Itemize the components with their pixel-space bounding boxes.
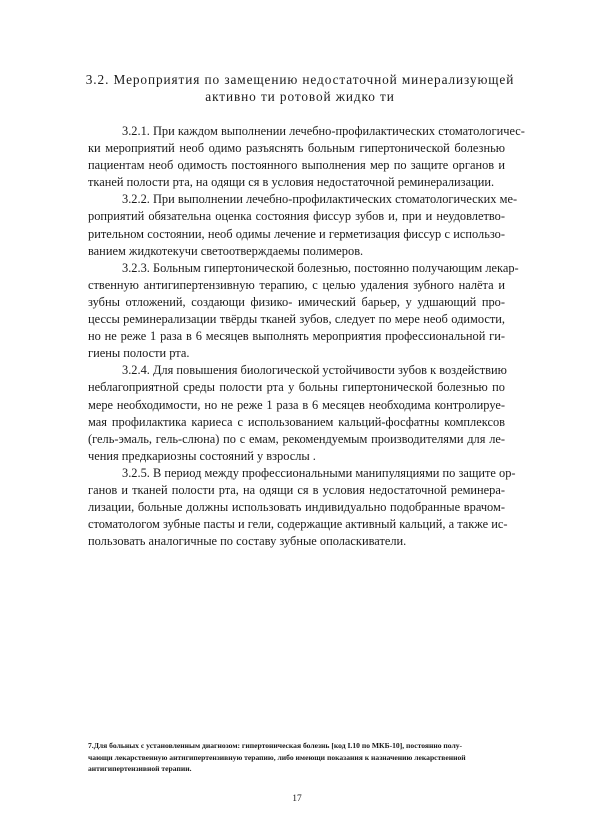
paragraph-line: 3.2.4. Для повышения биологической устойчивости зубов к воздействию: [122, 363, 507, 378]
paragraph-line: мая профилактика кариеса с использованием кальций-фосфатны комплексов: [88, 414, 505, 429]
paragraph-line: но не реже 1 раза в 6 месяцев выполнять мероприятия профессиональной ги-: [88, 329, 505, 344]
paragraph-3-2-2: [88, 191, 518, 259]
paragraph-line: неблагоприятной среды полости рта у больны гипертонической болезнью по: [88, 380, 505, 395]
paragraph-line: ственную антигипертензивную терапию, с целью удаления зубного налёта и: [88, 277, 505, 292]
paragraph-line: ванием жидкотекучи светоотверждаемы полимеров.: [88, 243, 364, 258]
paragraph-line: ганов и тканей полости рта, на одящи ся в условия недостаточной реминера-: [88, 482, 505, 497]
paragraph-line: чения предкариозны состояний у взрослы .: [88, 448, 316, 463]
paragraph-line: пользовать аналогичные по составу зубные ополаскиватели.: [88, 534, 407, 549]
paragraph-line: лизации, больные должны использовать индивидуально подобранные врачом-: [88, 500, 505, 515]
footnote-line-3: антигипертензивной терапии.: [88, 764, 192, 774]
paragraph-3-2-1: [88, 123, 525, 191]
paragraph-line: мере необходимости, но не реже 1 раза в 6 месяцев необходима контролируе-: [88, 397, 505, 412]
footnote-line-2: чающи лекарственную антигипертензивную терапию, либо имеющи показания к назначению лекарственной: [88, 752, 466, 762]
footnote-line-1: 7.Для больных с установленным диагнозом: гипертоническая болезнь [код I.10 по МКБ-10], постоянно полу-: [88, 741, 463, 750]
section-heading-line-1: 3.2. Мероприятия по замещению недостаточной минерализующей: [85, 72, 515, 87]
paragraph-line: 3.2.5. В период между профессиональными манипуляциями по защите ор-: [122, 465, 516, 480]
paragraph-3-2-5: [88, 465, 516, 550]
section-heading: [80, 71, 520, 105]
paragraph-line: ки мероприятий необ одимо разъяснять больным гипертонической болезнью: [88, 141, 505, 156]
paragraph-line: (гель-эмаль, гель-слюна) по с емам, рекомендуемым производителями для ле-: [88, 431, 505, 446]
paragraph-line: 3.2.1. При каждом выполнении лечебно-профилактических стоматологичес-: [122, 124, 525, 138]
footnote: [88, 740, 508, 775]
paragraph-line: зубны отложений, создающи физико- имический барьер, у удшающий про-: [88, 294, 505, 309]
paragraph-3-2-3: [88, 260, 519, 363]
paragraph-line: стоматологом зубные пасты и гели, содержащие активный кальций, а также ис-: [88, 517, 508, 532]
paragraph-line: пациентам необ одимость постоянного выполнения мер по защите органов и: [88, 158, 505, 173]
paragraph-line: роприятий обязательна оценка состояния фиссур зубов и, при и неудовлетво-: [88, 209, 505, 224]
paragraph-line: 3.2.2. При выполнении лечебно-профилактических стоматологических ме-: [122, 192, 518, 207]
paragraph-line: рительном состоянии, необ одимы лечение и герметизация фиссур с использо-: [88, 226, 505, 241]
section-heading-line-2: активно ти ротовой жидко ти: [205, 89, 395, 104]
paragraph-line: цессы реминерализации твёрды тканей зубов, следует по мере необ одимости,: [88, 312, 505, 327]
body-text: [88, 123, 525, 550]
paragraph-line: 3.2.3. Больным гипертонической болезнью, постоянно получающим лекар-: [122, 260, 519, 275]
page-number: 17: [292, 794, 302, 804]
paragraph-line: тканей полости рта, на одящи ся в условия недостаточной реминерализации.: [88, 175, 495, 190]
paragraph-line: гиены полости рта.: [88, 346, 190, 361]
paragraph-3-2-4: [88, 362, 505, 465]
